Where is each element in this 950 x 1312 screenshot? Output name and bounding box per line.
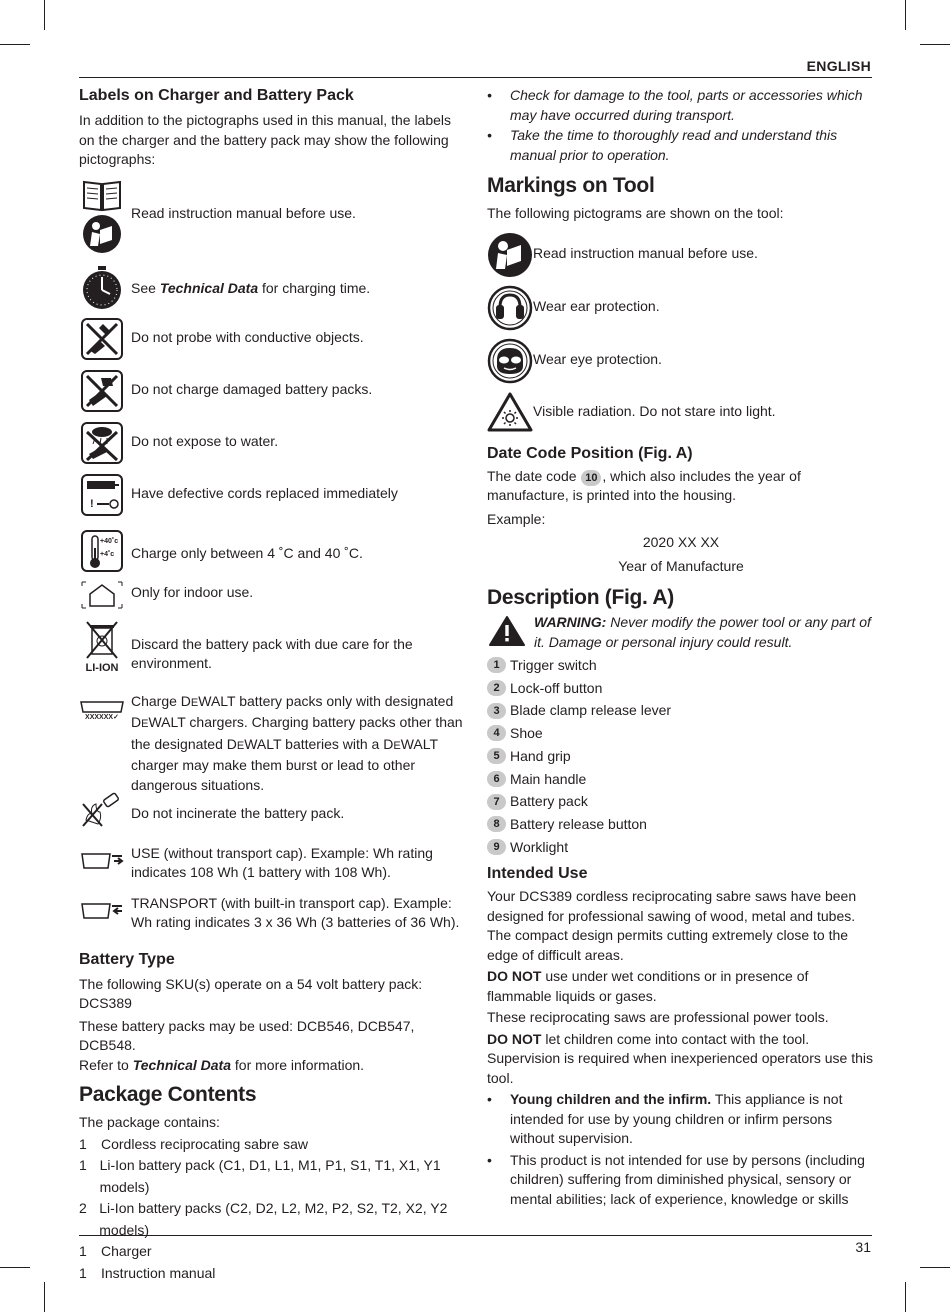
callout-number: 4 (487, 725, 506, 741)
description-item (487, 745, 875, 768)
marking-text: Visible radiation. Do not stare into light. (533, 402, 776, 419)
description-text: Shoe (510, 725, 543, 742)
svg-text:+4˚c: +4˚c (100, 550, 115, 558)
label-item-indoor (79, 580, 469, 620)
callout-number: 6 (487, 771, 506, 787)
label-text: Do not charge damaged battery packs. (131, 380, 373, 397)
list-item: • Take the time to thoroughly read and understand this manual prior to operation. (487, 127, 838, 163)
label-text: USE (without transport cap). Example: Wh rating indicates 108 Wh (1 battery with 108 Wh). (131, 844, 433, 880)
package-item (79, 1263, 469, 1285)
label-item-cords (79, 474, 469, 530)
label-item-transport (79, 894, 469, 942)
label-item-water (79, 422, 469, 474)
read-manual-icon (82, 214, 122, 254)
description-item (487, 699, 875, 722)
battery-type-line: Refer to Technical Data for more information. (79, 1056, 365, 1073)
crop-mark (920, 44, 950, 45)
no-conductive-probe-icon (81, 318, 123, 360)
thermometer-icon (81, 530, 123, 572)
label-item-discard (79, 620, 469, 692)
crop-mark (0, 44, 30, 45)
intended-use-paragraph: Your DCS389 cordless reciprocating sabre saws have been designed for professional sawing of wood, metal and tubes. The compact design permits cutting extremely close to the edge of difficult areas. (487, 888, 857, 963)
description-item (487, 654, 875, 677)
label-text: Do not expose to water. (131, 432, 279, 449)
label-text: Do not probe with conductive objects. (131, 328, 364, 345)
labels-intro: In addition to the pictographs used in this manual, the labels on the charger and the battery pack may show the following pictographs: (79, 112, 452, 167)
marking-text: Wear ear protection. (533, 297, 660, 314)
header-rule (79, 77, 872, 78)
charger-icon-label: XXXXXX✓ (85, 713, 119, 721)
battery-type-line: These battery packs may be used: DCB546, DCB547, DCB548. (79, 1017, 415, 1053)
dewalt-charger-icon (79, 700, 125, 714)
crop-mark (920, 1267, 950, 1268)
package-text: Charger (101, 1243, 152, 1259)
package-item (79, 1134, 469, 1156)
label-item-temperature (79, 530, 469, 580)
callout-number: 10 (581, 470, 601, 486)
description-text: Lock-off button (510, 679, 603, 696)
label-text: Read instruction manual before use. (131, 204, 356, 221)
callout-number: 9 (487, 839, 506, 855)
label-text: Charge DEWALT battery packs only with designated DEWALT chargers. Charging battery packs other than the designated DEWALT batteries with a DEWALT charger may make them burst or lead to other dangerous situations. (131, 692, 463, 793)
left-column (79, 86, 469, 1284)
description-text: Main handle (510, 770, 587, 787)
label-item-use (79, 844, 469, 890)
package-text: Cordless reciprocating sabre saw (101, 1135, 308, 1152)
no-damaged-pack-icon (81, 370, 123, 412)
battery-type-heading: Battery Type (79, 950, 175, 968)
label-text: See Technical Data for charging time. (131, 279, 371, 296)
package-qty: 1 (79, 1135, 87, 1152)
svg-text:+40˚c: +40˚c (100, 537, 119, 545)
label-text: Have defective cords replaced immediately (131, 484, 398, 501)
callout-number: 8 (487, 816, 506, 832)
marking-item-ear (487, 285, 875, 338)
callout-number: 3 (487, 703, 506, 719)
recycle-bin-icon (84, 620, 120, 660)
defective-cord-icon (81, 474, 123, 516)
eye-protection-icon (487, 338, 533, 384)
package-qty: 1 (79, 1157, 87, 1173)
description-text: Trigger switch (510, 657, 597, 673)
package-text: Instruction manual (101, 1264, 216, 1281)
manual-book-icon (82, 178, 122, 212)
description-item (487, 722, 875, 745)
description-item (487, 768, 875, 791)
callout-number: 2 (487, 680, 506, 696)
markings-heading: Markings on Tool (487, 174, 655, 197)
crop-mark (44, 0, 45, 30)
description-item (487, 836, 875, 859)
intended-use-paragraph: DO NOT let children come into contact with the tool. Supervision is required when inexperienced operators use this tool. (487, 1030, 873, 1086)
indoor-house-icon (80, 580, 124, 610)
label-text: Do not incinerate the battery pack. (131, 804, 345, 821)
right-column (487, 86, 875, 1210)
intended-use-paragraph: These reciprocating saws are professional power tools. (487, 1009, 829, 1026)
package-item (79, 1198, 469, 1241)
use-pack-icon (80, 848, 124, 872)
package-qty: 2 (79, 1200, 87, 1216)
markings-intro: The following pictograms are shown on the tool: (487, 205, 784, 221)
intended-use-paragraph: DO NOT use under wet conditions or in presence of flammable liquids or gases. (487, 968, 809, 1004)
radiation-warning-icon (487, 391, 533, 433)
package-intro: The package contains: (79, 1114, 220, 1130)
battery-type-line: The following SKU(s) operate on a 54 volt battery pack: DCS389 (79, 975, 423, 1011)
description-item (487, 813, 875, 836)
no-incinerate-icon (80, 792, 124, 828)
crop-mark (0, 1267, 30, 1268)
header-language: ENGLISH (806, 58, 871, 74)
list-item: • This product is not intended for use by persons (including children) suffering from diminished physical, sensory or mental abilities; lack of experience, knowledge or skills (487, 1151, 865, 1207)
description-text: Blade clamp release lever (510, 702, 672, 719)
crop-mark (905, 0, 906, 30)
callout-number: 7 (487, 794, 506, 810)
intended-use-bullets (487, 1090, 875, 1209)
label-item-conductive (79, 318, 469, 370)
warning-text: WARNING: Never modify the power tool or any part of it. Damage or personal injury could result. (534, 614, 871, 650)
label-text: Charge only between 4 ˚C and 40 ˚C. (131, 544, 363, 561)
label-item-damaged (79, 370, 469, 422)
package-item (79, 1155, 469, 1198)
li-ion-label: LI-ION (85, 661, 119, 674)
package-qty: 1 (79, 1243, 87, 1259)
date-code-text: The date code 10 , which also includes the year of manufacture, is printed into the housing. (487, 467, 801, 503)
ear-protection-icon (487, 285, 533, 331)
date-code-example-label: Example: (487, 510, 546, 527)
labels-heading: Labels on Charger and Battery Pack (79, 87, 354, 104)
label-text: Only for indoor use. (131, 583, 254, 600)
transport-bullets (487, 86, 875, 165)
description-text: Worklight (510, 838, 569, 855)
date-code-example-value: 2020 XX XX (642, 534, 720, 550)
warning-triangle-icon (488, 615, 526, 647)
svg-text:!: ! (90, 497, 94, 510)
label-text: Discard the battery pack with due care for the environment. (131, 635, 413, 671)
list-item: • Young children and the infirm. This appliance is not intended for use by young children or infirm persons without supervision. (487, 1091, 843, 1147)
read-manual-icon (487, 232, 533, 278)
description-list (487, 654, 875, 858)
timer-icon (81, 266, 123, 310)
package-text: Li-Ion battery pack (C1, D1, L1, M1, P1, S1, T1, X1, Y1 models) (99, 1157, 441, 1195)
marking-item-manual (487, 232, 875, 285)
package-item (79, 1241, 469, 1263)
callout-number: 5 (487, 748, 506, 764)
description-text: Battery release button (510, 815, 647, 832)
marking-text: Read instruction manual before use. (533, 244, 758, 261)
date-code-heading: Date Code Position (Fig. A) (487, 444, 693, 462)
label-item-incinerate (79, 792, 469, 830)
no-water-icon (81, 422, 123, 464)
label-item-timer (79, 266, 469, 318)
description-item (487, 677, 875, 700)
label-text: TRANSPORT (with built-in transport cap). Example: Wh rating indicates 3 x 36 Wh (3 batteries of 36 Wh). (131, 894, 460, 930)
marking-item-radiation (487, 391, 875, 441)
page-number: 31 (855, 1239, 871, 1255)
crop-mark (905, 1282, 906, 1312)
crop-mark (44, 1282, 45, 1312)
package-qty: 1 (79, 1264, 87, 1281)
package-heading: Package Contents (79, 1083, 257, 1106)
warning-block (487, 613, 875, 652)
date-code-example-caption: Year of Manufacture (618, 557, 744, 574)
intended-use-heading: Intended Use (487, 865, 588, 883)
package-text: Li-Ion battery packs (C2, D2, L2, M2, P2, S2, T2, X2, Y2 models) (99, 1200, 448, 1238)
description-heading: Description (Fig. A) (487, 586, 674, 609)
description-item (487, 790, 875, 813)
description-text: Battery pack (510, 793, 588, 810)
label-item-read-manual (79, 178, 469, 266)
callout-number: 1 (487, 657, 506, 673)
description-text: Hand grip (510, 747, 571, 764)
transport-pack-icon (80, 898, 124, 922)
list-item: • Check for damage to the tool, parts or accessories which may have occurred during transport. (487, 87, 863, 123)
marking-item-eye (487, 338, 875, 391)
package-list (79, 1134, 469, 1285)
marking-text: Wear eye protection. (533, 350, 662, 367)
